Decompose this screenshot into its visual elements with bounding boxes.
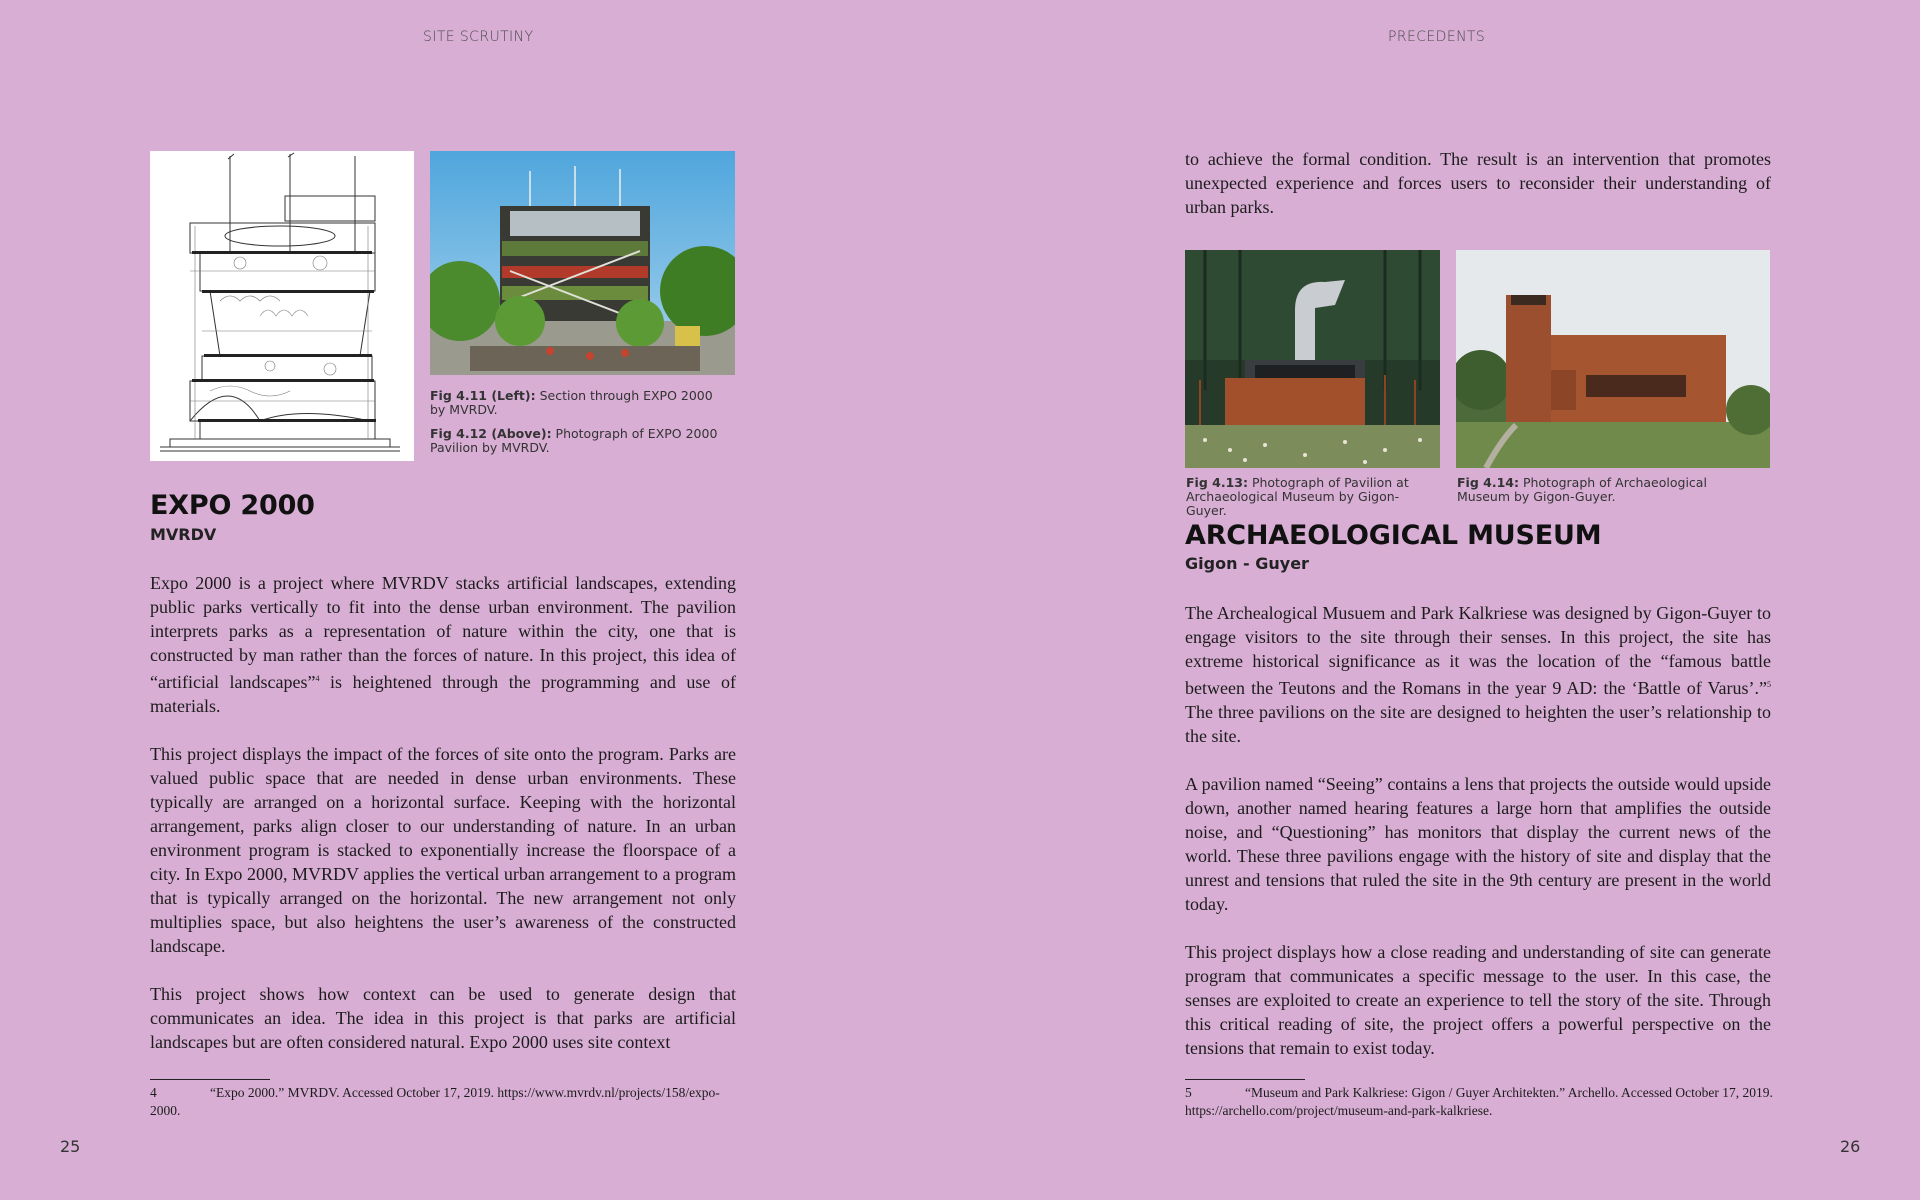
section-subtitle-left: MVRDV <box>150 525 217 544</box>
paragraph: This project shows how context can be used to generate design that communicates an idea. The idea in this project is that parks are artificial landscapes but are often considered natural. Expo 2000 uses site context <box>150 984 736 1052</box>
expo-pavilion-photo <box>430 151 735 375</box>
footnote-rule-left <box>150 1079 270 1080</box>
footnote-ref: 4 <box>315 674 320 683</box>
body-text-right-top <box>1185 147 1771 219</box>
museum-photo-image <box>1456 250 1770 468</box>
pavilion-photo <box>1185 250 1440 468</box>
footnote-number: 4 <box>150 1085 157 1100</box>
running-head-left: SITE SCRUTINY <box>423 29 534 45</box>
paragraph: This project displays how a close reading and understanding of site can generate program that communicates a specific message to the user. In this case, the senses are exploited to create an experience to tell the story of the site. Through this critical reading of site, the project offers a powerful perspective on the tensions that remain to exist today. <box>1185 942 1771 1058</box>
running-head-right: PRECEDENTS <box>1388 29 1486 45</box>
expo-pavilion-photo-image <box>430 151 735 375</box>
caption-fig-4-14 <box>1457 476 1762 504</box>
footnote-left <box>150 1084 736 1120</box>
caption-fig-4-11-label: Fig 4.11 (Left): <box>430 388 536 403</box>
museum-photo <box>1456 250 1770 468</box>
paragraph-text: The Archealogical Musuem and Park Kalkriese was designed by Gigon-Guyer to engage visitors to the site through their senses. In this project, the site has extreme historical significance as it was the location of the “famous battle between the Teutons and the Romans in the year 9 AD: the ‘Battle of Varus’.” <box>1185 603 1771 698</box>
caption-fig-4-14-text: Photograph of Archaeological Museum by Gigon-Guyer. <box>1457 475 1707 504</box>
paragraph: to achieve the formal condition. The result is an intervention that promotes unexpected experience and forces users to reconsider their understanding of urban parks. <box>1185 149 1771 217</box>
section-title-left: EXPO 2000 <box>150 490 315 521</box>
paragraph: A pavilion named “Seeing” contains a lens that projects the outside would upside down, another named hearing features a large horn that amplifies the outside noise, and “Questioning” has monitors that display the current news of the world. These three pavilions engage with the history of site and display that the unrest and tensions that ruled the site in the 9th century are present in the world today. <box>1185 774 1771 914</box>
footnote-number: 5 <box>1185 1085 1192 1100</box>
pavilion-photo-image <box>1185 250 1440 468</box>
caption-fig-4-11 <box>430 389 730 417</box>
paragraph <box>150 571 736 718</box>
caption-fig-4-13 <box>1186 476 1436 518</box>
footnote-text: “Expo 2000.” MVRDV. Accessed October 17, 2019. https://www.mvrdv.nl/projects/158/expo-2000. <box>150 1085 720 1118</box>
caption-fig-4-12-text: Photograph of EXPO 2000 Pavilion by MVRDV. <box>430 426 718 455</box>
paragraph: This project displays the impact of the forces of site onto the program. Parks are valued public space that are needed in dense urban environments. These typically are arranged on a horizontal surface. Keeping with the horizontal arrangement, parks align closer to our understanding of nature. In an urban environment program is stacked to exponentially increase the floorspace of a city. In Expo 2000, MVRDV applies the vertical urban arrangement to a program that is typically arranged on the horizontal. The new arrangement not only multiplies space, but also heightens the user’s awareness of the constructed landscape. <box>150 744 736 956</box>
right-page <box>960 0 1920 1200</box>
section-title-right: ARCHAEOLOGICAL MUSEUM <box>1185 520 1602 551</box>
caption-fig-4-12-label: Fig 4.12 (Above): <box>430 426 552 441</box>
footnote-rule-right <box>1185 1079 1305 1080</box>
caption-fig-4-11-text: Section through EXPO 2000 by MVRDV. <box>430 388 713 417</box>
footnote-right <box>1185 1084 1773 1120</box>
page-number-left: 25 <box>60 1137 81 1156</box>
captions-left <box>430 389 730 465</box>
body-text-left <box>150 571 736 1054</box>
paragraph-text: Expo 2000 is a project where MVRDV stacks artificial landscapes, extending public parks vertically to fit into the dense urban environment. The pavilion interprets parks as a representation of nature within the city, one that is constructed by man rather than the forces of nature. In this project, this idea of “artificial landscapes” <box>150 573 736 692</box>
paragraph-text: The three pavilions on the site are designed to heighten the user’s relationship to the site. <box>1185 702 1771 746</box>
footnote-text: “Museum and Park Kalkriese: Gigon / Guyer Architekten.” Archello. Accessed October 17, 2019. https://archello.com/project/museum-and-park-kalkriese. <box>1185 1085 1773 1118</box>
footnote-ref: 5 <box>1767 680 1771 689</box>
section-subtitle-right: Gigon - Guyer <box>1185 554 1309 573</box>
caption-fig-4-13-label: Fig 4.13: <box>1186 475 1248 490</box>
section-drawing-figure <box>150 151 414 461</box>
caption-fig-4-14-label: Fig 4.14: <box>1457 475 1519 490</box>
caption-fig-4-12 <box>430 427 730 455</box>
paragraph-text: is heightened through the programming and use of materials. <box>150 672 736 716</box>
paragraph <box>1185 601 1771 748</box>
page-number-right: 26 <box>1840 1137 1861 1156</box>
section-drawing <box>150 151 414 461</box>
caption-fig-4-13-text: Photograph of Pavilion at Archaeological Museum by Gigon-Guyer. <box>1186 475 1409 518</box>
body-text-right <box>1185 601 1771 1060</box>
